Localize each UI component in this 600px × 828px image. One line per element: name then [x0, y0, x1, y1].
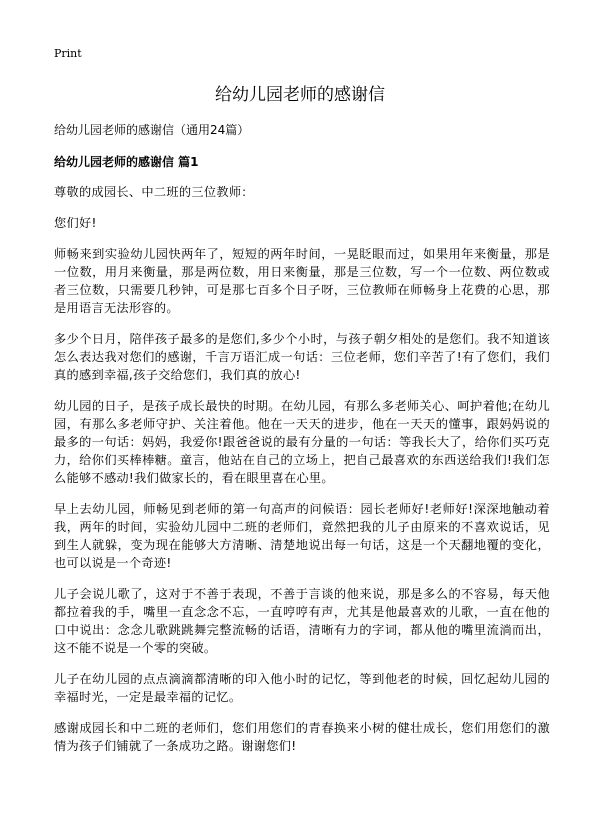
letter-paragraph: 多少个日月，陪伴孩子最多的是您们,多少个小时，与孩子朝夕相处的是您们。我不知道该怎么表达我对您们的感谢，千言万语汇成一句话：三位老师，您们辛苦了!有了您们，我们真的感到幸福,孩子交给您们，我们真的放心! [54, 332, 550, 382]
letter-greeting: 您们好! [54, 216, 97, 230]
letter-paragraph: 幼儿园的日子，是孩子成长最快的时期。在幼儿园，有那么多老师关心、呵护着他;在幼儿园，有那么多老师守护、关注着他。他在一天天的进步，他在一天天的懂事，跟妈妈说的最多的一句话：妈妈，我爱你!跟爸爸说的最有分量的一句话：等我长大了，给你们买巧克力，给你们买棒棒糖。童言，他站在自己的立场上，把自己最喜欢的东西送给我们!我们怎么能够不感动!我们做家长的，看在眼里喜在心里。 [54, 399, 550, 485]
letter-paragraph: 儿子在幼儿园的点点滴滴都清晰的印入他小时的记忆，等到他老的时候，回忆起幼儿园的幸福时光，一定是最幸福的记忆。 [54, 672, 550, 704]
letter-body [54, 183, 550, 768]
letter-paragraph: 儿子会说儿歌了，这对于不善于表现，不善于言谈的他来说，那是多么的不容易，每天他都拉着我的手，嘴里一直念念不忘，一直哼哼有声，尤其是他最喜欢的儿歌，一直在他的口中说出：念念儿歌跳跳舞完整流畅的话语，清晰有力的字词，都从他的嘴里流淌而出，这不能不说是一个零的突破。 [54, 587, 550, 655]
document-title: 给幼儿园老师的感谢信 [215, 85, 385, 105]
document-subtitle: 给幼儿园老师的感谢信（通用24篇） [54, 123, 250, 137]
section-heading: 给幼儿园老师的感谢信 篇1 [54, 155, 199, 169]
letter-paragraph: 师畅来到实验幼儿园快两年了，短短的两年时间，一晃眨眼而过，如果用年来衡量，那是一位数，用月来衡量，那是两位数，用日来衡量，那是三位数，写一个一位数、两位数或者三位数，只需要几秒钟，可是那七百多个日子呀，三位教师在师畅身上花费的心思，那是用语言无法形容的。 [54, 247, 550, 315]
letter-paragraph: 早上去幼儿园，师畅见到老师的第一句高声的问候语：园长老师好!老师好!深深地触动着我，两年的时间，实验幼儿园中二班的老师们，竟然把我的儿子由原来的不喜欢说话，见到生人就躲，变为现在能够大方清晰、清楚地说出每一句话，这是一个天翻地覆的变化，也可以说是一个奇迹! [54, 502, 550, 570]
letter-salutation: 尊敬的成园长、中二班的三位教师： [54, 185, 254, 199]
print-link[interactable]: Print [54, 47, 82, 60]
letter-closing-paragraph: 感谢成园长和中二班的老师们，您们用您们的青春换来小树的健壮成长，您们用您们的激情为孩子们铺就了一条成功之路。谢谢您们! [54, 721, 550, 753]
